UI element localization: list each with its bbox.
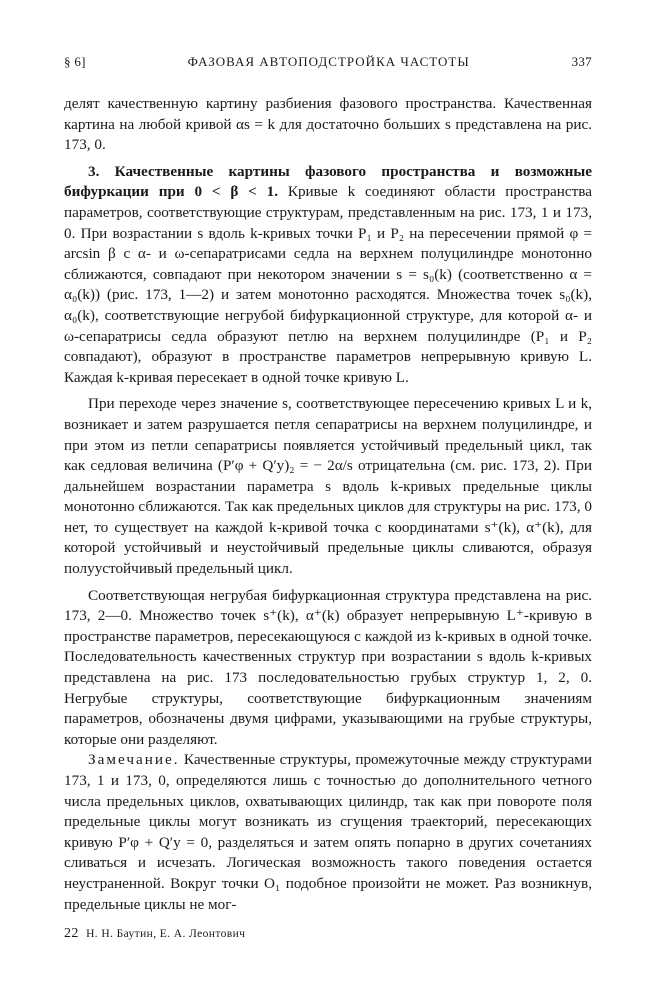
signature-mark: 22 [64,926,79,941]
remark-label: Замечание. [88,751,180,769]
main-text [64,94,592,915]
running-title: ФАЗОВАЯ АВТОПОДСТРОЙКА ЧАСТОТЫ [187,54,470,69]
signature-line [64,926,592,942]
remark-paragraph [64,750,592,915]
paragraph-text: Кривые k соединяют области пространства параметров, соответствующие структурам, представленным на рис. 173, 1 и 173, 0. При возрастании s вдоль k-кривых точки P₁ и P₂ на пересечении прямой φ = arcsin β с α- и ω-сепаратрисами седла на верхнем полуцилиндре монотонно сближаются, совпадают при некотором значении s = s₀(k) (соответственно α = α₀(k)) (рис. 173, 1—2) и затем монотонно расходятся. Множества точек s₀(k), α₀(k), соответствующие негрубой бифуркационной структуре, для которой α- и ω-сепаратрисы седла образуют петлю на верхнем полуцилиндре (P₁ и P₂ совпадают), образуют в пространстве параметров непрерывную кривую L. Каждая k-кривая пересекает в одной точке кривую L. [64,183,593,386]
section-marker: § 6] [64,54,86,69]
authors: Н. Н. Баутин, Е. А. Леонтович [86,928,246,940]
paragraph: При переходе через значение s, соответствующее пересечению кривых L и k, возникает и затем разрушается петля сепаратрисы на верхнем полуцилиндре, и при этом из петли сепаратрисы появляется устойчивый предельный цикл, так как седловая величина (P′φ + Q′y)₂ = − 2α/s отрицательна (см. рис. 173, 2). При дальнейшем возрастании параметра s вдоль k-кривых предельные циклы монотонно сближаются. Так как предельных циклов для структуры на рис. 173, 0 нет, то существует на каждой k-кривой точка с координатами s⁺(k), α⁺(k), для которой устойчивый и неустойчивый предельные циклы сливаются, образуя полуустойчивый предельный цикл. [64,395,592,578]
running-header [64,54,592,76]
paragraph: делят качественную картину разбиения фазового пространства. Качественная картина на любой кривой αs = k для достаточно больших s представлена на рис. 173, 0. [64,95,592,154]
subsection-paragraph [64,162,592,389]
page-number: 337 [571,54,592,69]
paragraph: Соответствующая негрубая бифуркационная структура представлена на рис. 173, 2—0. Множество точек s⁺(k), α⁺(k) образует непрерывную L⁺-кривую в пространстве параметров, пересекающуюся с каждой из k-кривых в одной точке. Последовательность качественных структур при возрастании s вдоль k-кривых представлена на рис. 173 последовательностью грубых структур 1, 2, 0. Негрубые структуры, соответствующие бифуркационным значениям параметров, обозначены двумя цифрами, указывающими на грубые структуры, которые они разделяют. [64,586,592,748]
page [64,54,592,915]
subsection-heading: 3. Качественные картины фазового пространства и возможные бифуркации при 0 < β < 1. [64,162,592,201]
paragraph-text: Качественные структуры, промежуточные между структурами 173, 1 и 173, 0, определяются лишь с точностью до дополнительного четного числа предельных циклов, охватывающих цилиндр, так как при повороте поля предельные циклы могут возникать из сгущения траекторий, пересекающих кривую P′φ + Q′y = 0, разделяться и затем опять попарно в других сочетаниях сливаться и исчезать. Логическая возможность такого поведения остается неустраненной. Вокруг точки O₁ подобное произойти не может. Раз возникнув, предельные циклы не мог- [64,751,592,913]
